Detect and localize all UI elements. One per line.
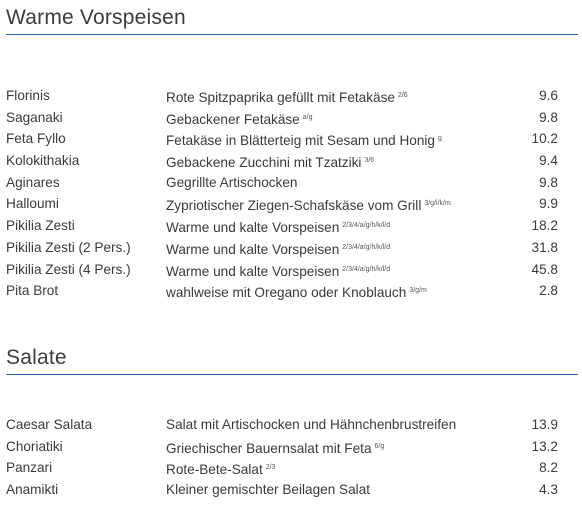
menu-item-description bbox=[166, 193, 451, 217]
menu-item-price: 2.8 bbox=[539, 283, 558, 299]
menu-item-name: Anamikti bbox=[6, 482, 59, 498]
menu-item-description-text: Warme und kalte Vorspeisen bbox=[166, 241, 340, 257]
menu-item-row bbox=[6, 85, 578, 107]
menu-item-name: Saganaki bbox=[6, 109, 63, 125]
menu-item-row bbox=[6, 259, 578, 281]
menu-item-description bbox=[166, 150, 374, 174]
allergen-note: 3/g/i/k/m bbox=[424, 200, 451, 208]
menu-item-name: Kolokithakia bbox=[6, 153, 80, 169]
menu-item-row bbox=[6, 107, 578, 129]
menu-item-row bbox=[6, 128, 578, 150]
menu-item-description-text: Gebackene Zucchini mit Tzatziki bbox=[166, 155, 362, 171]
menu-item-row bbox=[6, 436, 578, 458]
section-divider bbox=[6, 374, 578, 375]
menu-item-description-text: Gebackener Fetakäse bbox=[166, 111, 300, 127]
menu-item-name: Pita Brot bbox=[6, 283, 59, 299]
menu-item-price: 18.2 bbox=[531, 218, 558, 234]
menu-item-row bbox=[6, 215, 578, 237]
menu-item-description bbox=[166, 172, 297, 194]
menu-item-description bbox=[166, 436, 384, 460]
menu-item-name: Panzari bbox=[6, 460, 53, 476]
allergen-note: 2/6 bbox=[397, 92, 408, 99]
allergen-note: 6/g bbox=[374, 442, 385, 450]
menu-item-price: 8.2 bbox=[539, 460, 558, 476]
menu-item-row bbox=[6, 193, 578, 215]
menu-item-description bbox=[166, 479, 370, 501]
section-title: Warme Vorspeisen bbox=[6, 6, 186, 29]
menu-item-description bbox=[166, 414, 456, 436]
menu-item-price: 9.6 bbox=[539, 88, 558, 103]
menu-item-row bbox=[6, 280, 578, 302]
menu-item-description-text: Griechischer Bauernsalat mit Feta bbox=[166, 440, 372, 456]
menu-item-name: Pikilia Zesti bbox=[6, 218, 75, 234]
menu-item-price: 4.3 bbox=[539, 482, 558, 498]
menu-item-description-text: Kleiner gemischter Beilagen Salat bbox=[166, 482, 371, 498]
menu-item-description-text: Rote-Bete-Salat bbox=[166, 462, 263, 478]
menu-item-row bbox=[6, 172, 578, 194]
allergen-note: 3/6 bbox=[364, 157, 375, 165]
menu-item-description bbox=[166, 280, 427, 304]
menu-item-description bbox=[166, 107, 312, 131]
menu-item-description bbox=[166, 85, 408, 109]
menu-item-description-text: Fetakäse in Blätterteig mit Sesam und Honig bbox=[166, 133, 435, 149]
menu-item-name: Pikilia Zesti (2 Pers.) bbox=[6, 239, 131, 255]
allergen-note: 2/3 bbox=[265, 464, 276, 472]
menu-item-price: 13.2 bbox=[531, 438, 558, 454]
allergen-note: 3/g/m bbox=[409, 287, 427, 295]
allergen-note: 2/3/4/a/g/h/k/l/d bbox=[342, 243, 391, 251]
menu-item-price: 31.8 bbox=[531, 239, 558, 255]
menu-item-description bbox=[166, 457, 275, 481]
menu-item-name: Florinis bbox=[6, 88, 50, 103]
section-divider bbox=[6, 34, 578, 35]
allergen-note: 2/3/4/a/g/h/k/l/d bbox=[342, 265, 391, 273]
menu-item-name: Halloumi bbox=[6, 196, 59, 212]
menu-item-description-text: Warme und kalte Vorspeisen bbox=[166, 220, 340, 236]
menu-item-name: Aginares bbox=[6, 174, 60, 190]
menu-item-price: 9.8 bbox=[539, 109, 558, 125]
menu-item-description-text: Warme und kalte Vorspeisen bbox=[166, 263, 340, 279]
section-salate bbox=[6, 345, 578, 375]
menu-item-price: 9.8 bbox=[539, 174, 558, 190]
menu-item-description bbox=[166, 259, 390, 283]
allergen-note: g bbox=[438, 135, 442, 143]
section-title: Salate bbox=[6, 346, 67, 369]
menu-item-price: 9.4 bbox=[539, 153, 558, 169]
menu-item-name: Feta Fyllo bbox=[6, 131, 66, 147]
menu-item-description-text: wahlweise mit Oregano oder Knoblauch bbox=[166, 285, 407, 301]
menu-item-description-text: Rote Spitzpaprika gefüllt mit Fetakäse bbox=[166, 90, 395, 105]
menu-item-price: 10.2 bbox=[531, 131, 558, 147]
menu-item-row bbox=[6, 479, 578, 501]
menu-item-description-text: Zypriotischer Ziegen-Schafskäse vom Grill bbox=[166, 198, 422, 214]
menu-item-price: 45.8 bbox=[531, 261, 558, 277]
menu-item-row bbox=[6, 414, 578, 436]
menu-item-row bbox=[6, 150, 578, 172]
menu-item-description bbox=[166, 215, 390, 239]
menu-item-row bbox=[6, 457, 578, 479]
allergen-note: a/g bbox=[302, 113, 313, 121]
menu-item-description-text: Salat mit Artischocken und Hähnchenbrustreifen bbox=[166, 417, 457, 432]
menu-item-row bbox=[6, 237, 578, 259]
section-warme-vorspeisen bbox=[6, 5, 578, 35]
menu-item-price: 13.9 bbox=[531, 417, 558, 432]
menu-item-description bbox=[166, 237, 390, 261]
allergen-note: 2/3/4/a/g/h/k/l/d bbox=[342, 222, 391, 230]
menu-item-name: Pikilia Zesti (4 Pers.) bbox=[6, 261, 131, 277]
menu-item-description bbox=[166, 128, 442, 152]
menu-item-name: Caesar Salata bbox=[6, 417, 93, 432]
menu-item-name: Choriatiki bbox=[6, 438, 63, 454]
menu-item-description-text: Gegrillte Artischocken bbox=[166, 174, 298, 190]
menu-item-price: 9.9 bbox=[539, 196, 558, 212]
